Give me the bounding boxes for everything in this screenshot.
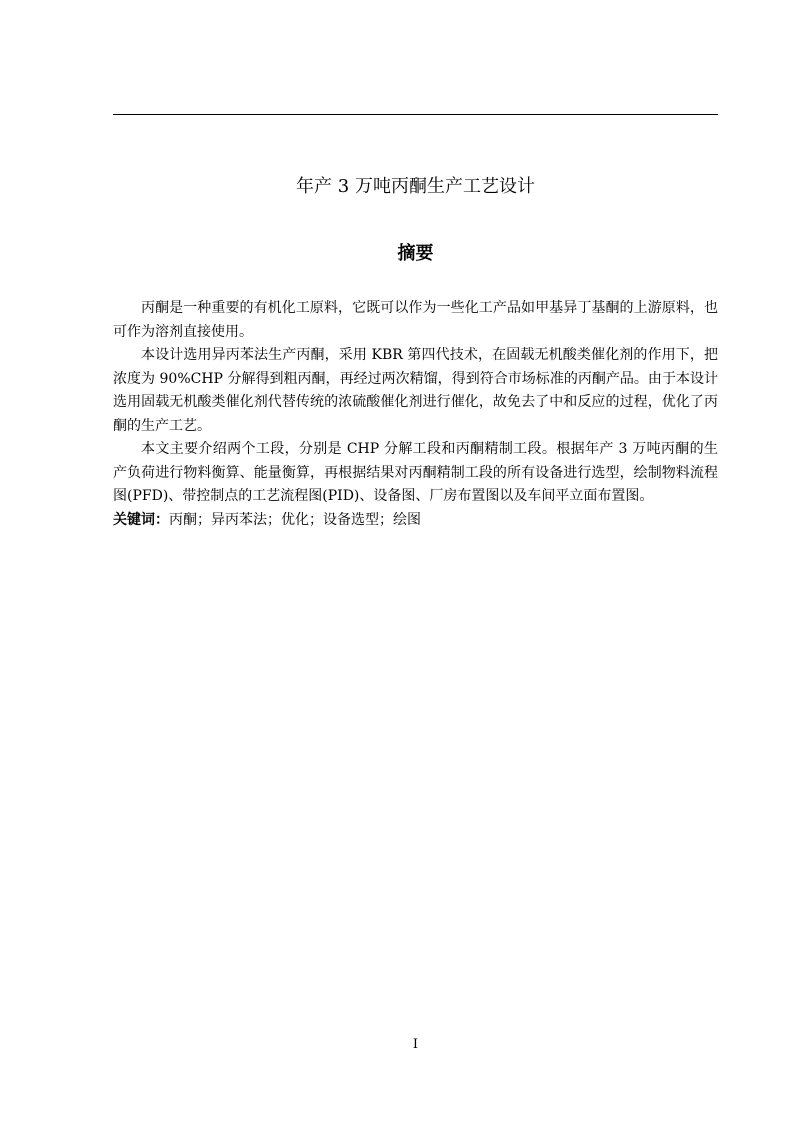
abstract-paragraph-3: 本文主要介绍两个工段，分别是 CHP 分解工段和丙酮精制工段。根据年产 3 万吨丙酮的生产负荷进行物料衡算、能量衡算，再根据结果对丙酮精制工段的所有设备进行选型，绘制物料流程图(PFD)、带控制点的工艺流程图(PID)、设备图、厂房布置图以及车间平立面布置图。: [113, 441, 718, 504]
keywords-line: [113, 509, 718, 533]
keywords-label: 关键词：: [113, 511, 169, 528]
header-rule: [113, 114, 718, 115]
keywords-text: 丙酮；异丙苯法；优化；设备选型；绘图: [169, 511, 421, 528]
abstract-paragraph-2: 本设计选用异丙苯法生产丙酮，采用 KBR 第四代技术，在固载无机酸类催化剂的作用下，把浓度为 90%CHP 分解得到粗丙酮，再经过两次精馏，得到符合市场标准的丙酮产品。由于本设计选用固载无机酸类催化剂代替传统的浓硫酸催化剂进行催化，故免去了中和反应的过程，优化了丙酮的生产工艺。: [113, 347, 718, 434]
abstract-paragraph-1: 丙酮是一种重要的有机化工原料，它既可以作为一些化工产品如甲基异丁基酮的上游原料，也可作为溶剂直接使用。: [113, 300, 718, 340]
abstract-body: [113, 297, 718, 532]
page-number: I: [412, 1037, 419, 1052]
abstract-heading: 摘要: [397, 243, 434, 264]
document-title: 年产 3 万吨丙酮生产工艺设计: [296, 176, 535, 197]
